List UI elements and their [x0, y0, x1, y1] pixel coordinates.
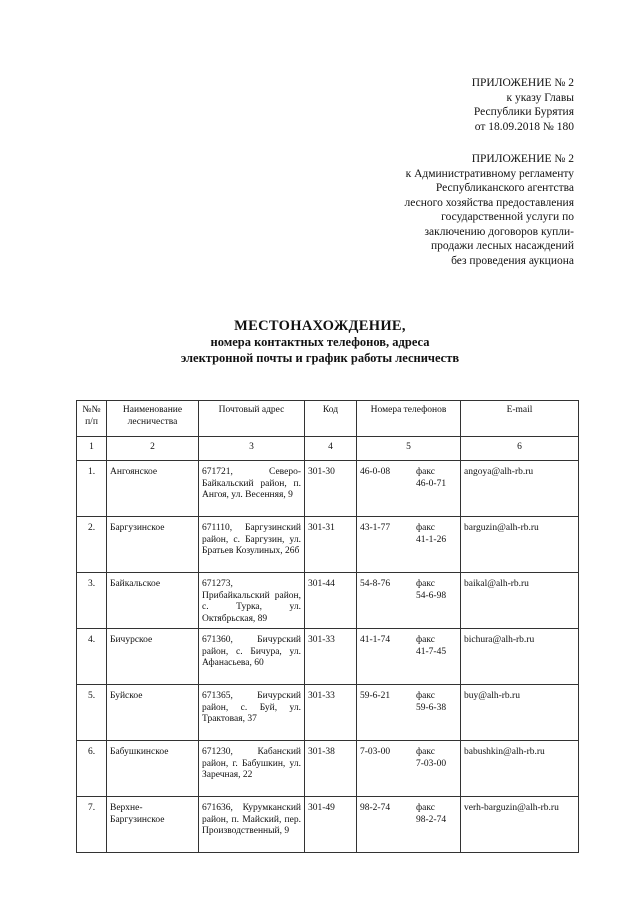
- row-address: 671273, Прибайкальский район, с. Турка, ул. Октябрьская, 89: [199, 573, 305, 629]
- table-row: [77, 685, 579, 741]
- row-phones: [357, 741, 461, 797]
- column-number: 6: [461, 437, 579, 461]
- header-code: Код: [305, 401, 357, 437]
- row-code: 301-38: [305, 741, 357, 797]
- fax-number: 41-7-45: [416, 646, 447, 657]
- fax-number: 46-0-71: [416, 478, 447, 489]
- row-number: 3.: [77, 573, 107, 629]
- row-phones: [357, 797, 461, 853]
- fax-number: 7-03-00: [416, 758, 447, 769]
- fax-label: факс: [416, 523, 435, 533]
- row-phone: 41-1-74: [360, 635, 391, 645]
- header-num-line-1: №№: [82, 405, 101, 415]
- table-row: [77, 461, 579, 517]
- table-row: [77, 797, 579, 853]
- fax-label: факс: [416, 691, 435, 701]
- row-code: 301-30: [305, 461, 357, 517]
- row-phone: 98-2-74: [360, 803, 391, 813]
- row-number: 7.: [77, 797, 107, 853]
- row-number: 4.: [77, 629, 107, 685]
- header-name: [107, 401, 199, 437]
- header-address: Почтовый адрес: [199, 401, 305, 437]
- appendix-block-regulation: [405, 152, 574, 268]
- row-name: Бичурское: [107, 629, 199, 685]
- row-email: bichura@alh-rb.ru: [461, 629, 579, 685]
- row-fax: [416, 523, 457, 546]
- appendix-line: к Административному регламенту: [405, 167, 574, 180]
- row-email: babushkin@alh-rb.ru: [461, 741, 579, 797]
- appendix-block-decree: [472, 76, 574, 134]
- header-email: E-mail: [461, 401, 579, 437]
- fax-label: факс: [416, 467, 435, 477]
- row-number: 5.: [77, 685, 107, 741]
- appendix-line: продажи лесных насаждений: [431, 240, 574, 252]
- fax-label: факс: [416, 803, 435, 813]
- row-phone: 7-03-00: [360, 747, 391, 757]
- appendix-line: ПРИЛОЖЕНИЕ № 2: [471, 153, 574, 165]
- row-number: 1.: [77, 461, 107, 517]
- forestry-table: [76, 400, 579, 853]
- row-code: 301-44: [305, 573, 357, 629]
- row-phones: [357, 517, 461, 573]
- row-phone: 59-6-21: [360, 691, 391, 701]
- row-name: Ангоянское: [107, 461, 199, 517]
- row-email: barguzin@alh-rb.ru: [461, 517, 579, 573]
- column-number: 2: [107, 437, 199, 461]
- row-email: angoya@alh-rb.ru: [461, 461, 579, 517]
- appendix-line: Республиканского агентства: [435, 182, 574, 194]
- row-number: 2.: [77, 517, 107, 573]
- table-row: [77, 741, 579, 797]
- row-address: 671360, Бичурский район, с. Бичура, ул. Афанасьева, 60: [199, 629, 305, 685]
- row-fax: [416, 747, 457, 770]
- row-address: 671721, Северо-Байкальский район, п. Ангоя, ул. Весенняя, 9: [199, 461, 305, 517]
- row-code: 301-33: [305, 685, 357, 741]
- table-row: [77, 517, 579, 573]
- appendix-line: к указу Главы: [506, 91, 574, 104]
- fax-label: факс: [416, 747, 435, 757]
- row-phone: 54-8-76: [360, 579, 391, 589]
- row-name: Байкальское: [107, 573, 199, 629]
- appendix-line: лесного хозяйства предоставления: [404, 196, 574, 209]
- row-phone: 43-1-77: [360, 523, 391, 533]
- fax-label: факс: [416, 635, 435, 645]
- row-name: Баргузинское: [107, 517, 199, 573]
- row-email: baikal@alh-rb.ru: [461, 573, 579, 629]
- title-line-1: МЕСТОНАХОЖДЕНИЕ,: [234, 318, 406, 334]
- row-name: Верхне-Баргузинское: [107, 797, 199, 853]
- column-number-row: [77, 437, 579, 461]
- appendix-line: заключению договоров купли-: [424, 225, 574, 238]
- row-address: 671230, Кабанский район, г. Бабушкин, ул. Заречная, 22: [199, 741, 305, 797]
- row-code: 301-49: [305, 797, 357, 853]
- row-code: 301-33: [305, 629, 357, 685]
- table-row: [77, 573, 579, 629]
- row-phones: [357, 461, 461, 517]
- appendix-line: ПРИЛОЖЕНИЕ № 2: [471, 77, 574, 89]
- fax-number: 41-1-26: [416, 534, 447, 545]
- row-phone: 46-0-08: [360, 467, 391, 477]
- title-line-3: электронной почты и график работы лесничеств: [180, 350, 460, 365]
- row-address: 671365, Бичурский район, с. Буй, ул. Трактовая, 37: [199, 685, 305, 741]
- header-phones: Номера телефонов: [357, 401, 461, 437]
- fax-label: факс: [416, 579, 435, 589]
- header-num-line-2: п/п: [85, 416, 98, 427]
- row-address: 671110, Баргузинский район, с. Баргузин, ул. Братьев Козулиных, 26б: [199, 517, 305, 573]
- title-line-2: номера контактных телефонов, адреса: [210, 335, 430, 349]
- row-fax: [416, 803, 457, 826]
- table-row: [77, 629, 579, 685]
- header-name-line-2: лесничества: [127, 416, 178, 427]
- row-address: 671636, Курумканский район, п. Майский, пер. Производственный, 9: [199, 797, 305, 853]
- row-fax: [416, 635, 457, 658]
- table-header-row: [77, 401, 579, 437]
- fax-number: 98-2-74: [416, 814, 447, 825]
- row-code: 301-31: [305, 517, 357, 573]
- column-number: 3: [199, 437, 305, 461]
- row-fax: [416, 579, 457, 602]
- column-number: 5: [357, 437, 461, 461]
- row-fax: [416, 467, 457, 490]
- row-number: 6.: [77, 741, 107, 797]
- document-title: [0, 318, 640, 366]
- row-name: Бабушкинское: [107, 741, 199, 797]
- column-number: 1: [77, 437, 107, 461]
- row-phones: [357, 573, 461, 629]
- header-name-line-1: Наименование: [122, 405, 183, 415]
- row-name: Буйское: [107, 685, 199, 741]
- appendix-line: государственной услуги по: [441, 211, 574, 223]
- row-email: verh-barguzin@alh-rb.ru: [461, 797, 579, 853]
- appendix-line: от 18.09.2018 № 180: [474, 120, 574, 133]
- fax-number: 54-6-98: [416, 590, 447, 601]
- appendix-line: без проведения аукциона: [451, 254, 574, 267]
- row-phones: [357, 685, 461, 741]
- row-fax: [416, 691, 457, 714]
- row-email: buy@alh-rb.ru: [461, 685, 579, 741]
- column-number: 4: [305, 437, 357, 461]
- fax-number: 59-6-38: [416, 702, 447, 713]
- row-phones: [357, 629, 461, 685]
- header-num: [77, 401, 107, 437]
- appendix-line: Республики Бурятия: [473, 106, 574, 118]
